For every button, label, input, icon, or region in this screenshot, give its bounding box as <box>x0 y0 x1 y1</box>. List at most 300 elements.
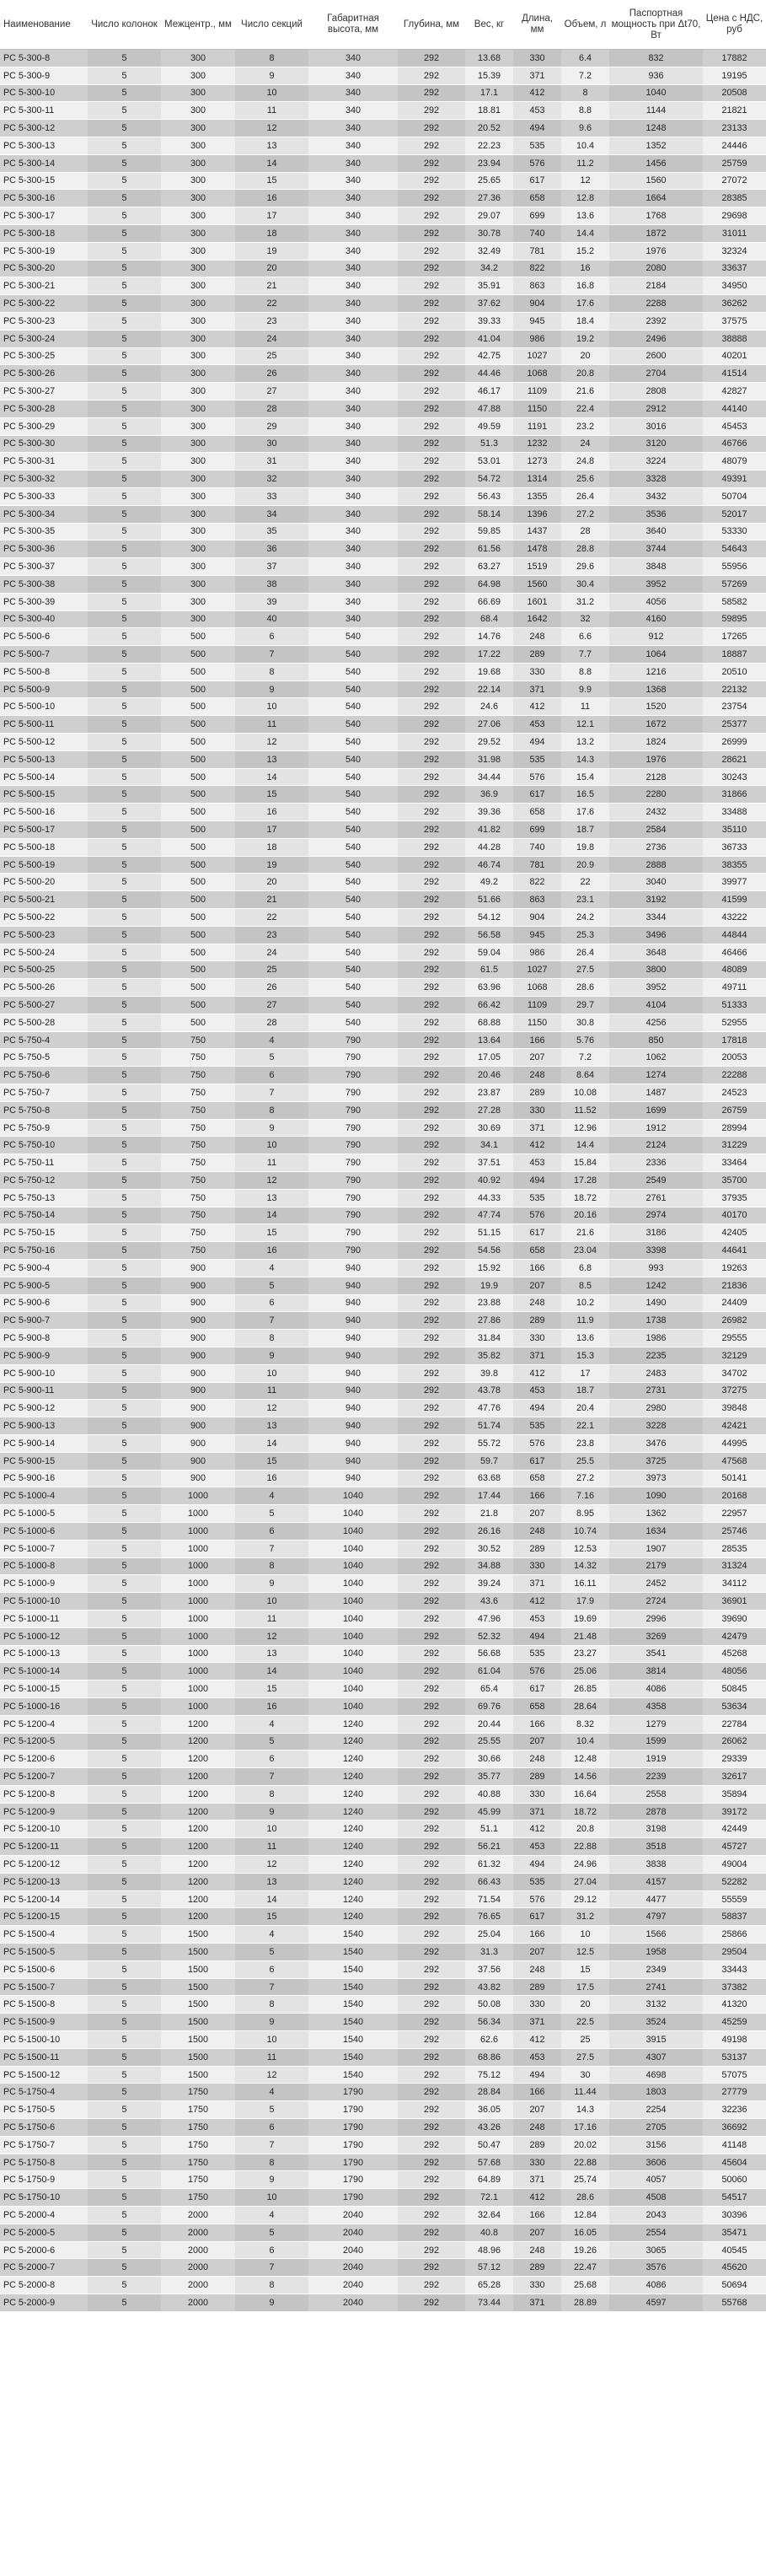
cell-sections: 17 <box>235 821 308 839</box>
table-row <box>0 1557 766 1575</box>
cell-price: 29339 <box>703 1750 766 1768</box>
cell-sections: 10 <box>235 2031 308 2049</box>
cell-center-distance: 500 <box>161 979 235 997</box>
cell-price: 31324 <box>703 1557 766 1575</box>
cell-length: 617 <box>513 172 561 190</box>
cell-height: 1240 <box>308 1768 398 1786</box>
cell-volume: 10.2 <box>561 1294 609 1312</box>
cell-center-distance: 300 <box>161 102 235 120</box>
cell-height: 1040 <box>308 1663 398 1681</box>
cell-columns: 5 <box>88 804 161 821</box>
cell-weight: 56.43 <box>465 487 513 505</box>
cell-sections: 10 <box>235 1820 308 1838</box>
cell-center-distance: 900 <box>161 1294 235 1312</box>
cell-power: 2452 <box>609 1575 703 1593</box>
cell-sections: 36 <box>235 540 308 558</box>
table-row <box>0 838 766 856</box>
cell-sections: 14 <box>235 1890 308 1908</box>
cell-depth: 292 <box>398 1610 465 1627</box>
cell-length: 1232 <box>513 435 561 453</box>
cell-depth: 292 <box>398 207 465 225</box>
cell-price: 52282 <box>703 1873 766 1890</box>
cell-weight: 47.76 <box>465 1400 513 1417</box>
cell-volume: 11 <box>561 698 609 716</box>
cell-length: 740 <box>513 838 561 856</box>
cell-height: 1240 <box>308 1838 398 1856</box>
cell-center-distance: 2000 <box>161 2277 235 2294</box>
cell-center-distance: 1000 <box>161 1575 235 1593</box>
cell-weight: 23.94 <box>465 154 513 172</box>
cell-weight: 56.58 <box>465 926 513 944</box>
cell-length: 617 <box>513 1681 561 1698</box>
cell-height: 1240 <box>308 1856 398 1874</box>
cell-weight: 13.64 <box>465 1031 513 1049</box>
cell-sections: 23 <box>235 312 308 330</box>
cell-volume: 5.76 <box>561 1031 609 1049</box>
table-row <box>0 277 766 295</box>
cell-height: 790 <box>308 1242 398 1260</box>
cell-length: 1478 <box>513 540 561 558</box>
cell-height: 940 <box>308 1400 398 1417</box>
cell-depth: 292 <box>398 2294 465 2312</box>
cell-height: 940 <box>308 1470 398 1487</box>
cell-name: РС 5-500-13 <box>0 750 88 768</box>
cell-columns: 5 <box>88 768 161 786</box>
cell-name: РС 5-900-9 <box>0 1347 88 1364</box>
cell-sections: 12 <box>235 1400 308 1417</box>
cell-sections: 4 <box>235 1031 308 1049</box>
cell-center-distance: 1000 <box>161 1522 235 1540</box>
cell-height: 1040 <box>308 1557 398 1575</box>
cell-depth: 292 <box>398 224 465 242</box>
cell-name: РС 5-500-21 <box>0 891 88 909</box>
cell-weight: 22.14 <box>465 680 513 698</box>
table-row <box>0 1926 766 1944</box>
cell-length: 248 <box>513 1522 561 1540</box>
cell-weight: 63.68 <box>465 1470 513 1487</box>
table-row <box>0 1031 766 1049</box>
cell-power: 2235 <box>609 1347 703 1364</box>
cell-height: 1040 <box>308 1610 398 1627</box>
cell-length: 248 <box>513 628 561 646</box>
cell-height: 1240 <box>308 1715 398 1733</box>
cell-depth: 292 <box>398 1364 465 1382</box>
cell-columns: 5 <box>88 891 161 909</box>
cell-columns: 5 <box>88 1207 161 1224</box>
cell-height: 1240 <box>308 1820 398 1838</box>
cell-weight: 66.69 <box>465 593 513 610</box>
cell-columns: 5 <box>88 1960 161 1978</box>
cell-height: 340 <box>308 505 398 523</box>
cell-weight: 19.9 <box>465 1277 513 1294</box>
cell-volume: 8.32 <box>561 1715 609 1733</box>
cell-sections: 24 <box>235 330 308 347</box>
cell-name: РС 5-300-8 <box>0 50 88 67</box>
cell-columns: 5 <box>88 471 161 488</box>
cell-power: 2741 <box>609 1978 703 1996</box>
cell-price: 25866 <box>703 1926 766 1944</box>
cell-sections: 23 <box>235 926 308 944</box>
cell-center-distance: 300 <box>161 137 235 154</box>
cell-power: 2912 <box>609 400 703 417</box>
cell-center-distance: 1500 <box>161 1978 235 1996</box>
cell-weight: 17.1 <box>465 84 513 102</box>
cell-price: 51333 <box>703 997 766 1014</box>
cell-length: 289 <box>513 1084 561 1102</box>
cell-depth: 292 <box>398 1960 465 1978</box>
cell-length: 1355 <box>513 487 561 505</box>
cell-power: 2558 <box>609 1785 703 1803</box>
table-row <box>0 680 766 698</box>
cell-height: 1540 <box>308 1960 398 1978</box>
cell-depth: 292 <box>398 242 465 260</box>
cell-weight: 43.26 <box>465 2119 513 2137</box>
table-row <box>0 1259 766 1277</box>
cell-height: 2040 <box>308 2241 398 2259</box>
cell-volume: 6.4 <box>561 50 609 67</box>
cell-weight: 15.92 <box>465 1259 513 1277</box>
cell-depth: 292 <box>398 102 465 120</box>
cell-weight: 46.74 <box>465 856 513 874</box>
cell-columns: 5 <box>88 1137 161 1154</box>
cell-depth: 292 <box>398 2207 465 2224</box>
cell-height: 790 <box>308 1154 398 1172</box>
cell-length: 248 <box>513 1960 561 1978</box>
cell-volume: 12.53 <box>561 1540 609 1557</box>
cell-power: 3065 <box>609 2241 703 2259</box>
cell-height: 1040 <box>308 1593 398 1611</box>
cell-length: 207 <box>513 1505 561 1523</box>
cell-depth: 292 <box>398 1890 465 1908</box>
header-name: Наименование <box>0 0 88 50</box>
cell-center-distance: 300 <box>161 190 235 207</box>
cell-sections: 6 <box>235 1067 308 1084</box>
table-row <box>0 102 766 120</box>
cell-price: 32324 <box>703 242 766 260</box>
table-row <box>0 2294 766 2312</box>
cell-length: 330 <box>513 1330 561 1347</box>
cell-center-distance: 750 <box>161 1242 235 1260</box>
cell-center-distance: 750 <box>161 1172 235 1190</box>
cell-volume: 14.4 <box>561 224 609 242</box>
cell-name: РС 5-900-16 <box>0 1470 88 1487</box>
cell-height: 340 <box>308 471 398 488</box>
cell-columns: 5 <box>88 2207 161 2224</box>
cell-height: 540 <box>308 856 398 874</box>
cell-height: 540 <box>308 750 398 768</box>
cell-power: 2124 <box>609 1137 703 1154</box>
cell-price: 26062 <box>703 1733 766 1750</box>
cell-name: РС 5-1200-9 <box>0 1803 88 1820</box>
cell-length: 576 <box>513 1434 561 1452</box>
cell-depth: 292 <box>398 1434 465 1452</box>
cell-volume: 27.04 <box>561 1873 609 1890</box>
cell-power: 2974 <box>609 1207 703 1224</box>
table-row <box>0 1364 766 1382</box>
cell-height: 540 <box>308 804 398 821</box>
cell-price: 40201 <box>703 347 766 365</box>
cell-weight: 29.07 <box>465 207 513 225</box>
cell-columns: 5 <box>88 277 161 295</box>
cell-name: РС 5-1000-13 <box>0 1645 88 1663</box>
cell-weight: 40.92 <box>465 1172 513 1190</box>
cell-weight: 37.56 <box>465 1960 513 1978</box>
cell-weight: 43.6 <box>465 1593 513 1611</box>
cell-name: РС 5-500-6 <box>0 628 88 646</box>
cell-columns: 5 <box>88 1715 161 1733</box>
cell-name: РС 5-1500-10 <box>0 2031 88 2049</box>
cell-center-distance: 500 <box>161 961 235 979</box>
table-row <box>0 2048 766 2066</box>
cell-columns: 5 <box>88 997 161 1014</box>
cell-name: РС 5-300-18 <box>0 224 88 242</box>
cell-height: 340 <box>308 330 398 347</box>
cell-price: 49391 <box>703 471 766 488</box>
cell-name: РС 5-1750-5 <box>0 2101 88 2119</box>
cell-sections: 12 <box>235 1172 308 1190</box>
cell-columns: 5 <box>88 716 161 734</box>
cell-volume: 27.5 <box>561 961 609 979</box>
cell-price: 50845 <box>703 1681 766 1698</box>
cell-weight: 56.21 <box>465 1838 513 1856</box>
cell-price: 50694 <box>703 2277 766 2294</box>
table-row <box>0 1681 766 1698</box>
cell-length: 945 <box>513 926 561 944</box>
cell-weight: 58.14 <box>465 505 513 523</box>
cell-columns: 5 <box>88 505 161 523</box>
cell-center-distance: 300 <box>161 50 235 67</box>
cell-columns: 5 <box>88 102 161 120</box>
cell-sections: 10 <box>235 2189 308 2207</box>
cell-weight: 19.68 <box>465 663 513 680</box>
cell-depth: 292 <box>398 610 465 628</box>
cell-columns: 5 <box>88 2066 161 2084</box>
cell-price: 57075 <box>703 2066 766 2084</box>
cell-sections: 8 <box>235 50 308 67</box>
cell-price: 24409 <box>703 1294 766 1312</box>
cell-center-distance: 1200 <box>161 1856 235 1874</box>
cell-length: 371 <box>513 1347 561 1364</box>
cell-columns: 5 <box>88 365 161 383</box>
cell-price: 18887 <box>703 646 766 664</box>
cell-height: 1040 <box>308 1505 398 1523</box>
cell-volume: 15.2 <box>561 242 609 260</box>
cell-center-distance: 300 <box>161 593 235 610</box>
cell-center-distance: 1750 <box>161 2101 235 2119</box>
cell-power: 1912 <box>609 1119 703 1137</box>
cell-power: 2043 <box>609 2207 703 2224</box>
cell-columns: 5 <box>88 1084 161 1102</box>
cell-price: 30396 <box>703 2207 766 2224</box>
cell-height: 540 <box>308 821 398 839</box>
cell-weight: 40.88 <box>465 1785 513 1803</box>
cell-columns: 5 <box>88 1856 161 1874</box>
cell-sections: 4 <box>235 1487 308 1505</box>
cell-name: РС 5-500-17 <box>0 821 88 839</box>
cell-volume: 24.8 <box>561 453 609 471</box>
cell-sections: 9 <box>235 67 308 84</box>
cell-sections: 9 <box>235 2014 308 2031</box>
table-row <box>0 1645 766 1663</box>
cell-price: 17818 <box>703 1031 766 1049</box>
cell-sections: 39 <box>235 593 308 610</box>
cell-volume: 11.44 <box>561 2084 609 2101</box>
cell-weight: 44.28 <box>465 838 513 856</box>
cell-weight: 61.56 <box>465 540 513 558</box>
cell-price: 29555 <box>703 1330 766 1347</box>
cell-power: 4256 <box>609 1014 703 1031</box>
cell-sections: 15 <box>235 1681 308 1698</box>
cell-power: 4698 <box>609 2066 703 2084</box>
cell-center-distance: 300 <box>161 505 235 523</box>
cell-length: 576 <box>513 154 561 172</box>
cell-name: РС 5-900-6 <box>0 1294 88 1312</box>
cell-columns: 5 <box>88 1944 161 1961</box>
cell-depth: 292 <box>398 926 465 944</box>
cell-length: 371 <box>513 1119 561 1137</box>
cell-height: 790 <box>308 1207 398 1224</box>
cell-price: 34702 <box>703 1364 766 1382</box>
cell-volume: 19.26 <box>561 2241 609 2259</box>
cell-name: РС 5-1000-5 <box>0 1505 88 1523</box>
cell-depth: 292 <box>398 786 465 804</box>
cell-volume: 17.5 <box>561 1978 609 1996</box>
cell-center-distance: 500 <box>161 786 235 804</box>
cell-weight: 34.2 <box>465 260 513 277</box>
cell-height: 1040 <box>308 1681 398 1698</box>
cell-center-distance: 300 <box>161 67 235 84</box>
table-row <box>0 487 766 505</box>
cell-center-distance: 300 <box>161 558 235 576</box>
cell-power: 1487 <box>609 1084 703 1102</box>
cell-length: 412 <box>513 1137 561 1154</box>
cell-length: 576 <box>513 1890 561 1908</box>
cell-center-distance: 300 <box>161 295 235 313</box>
cell-volume: 25.74 <box>561 2171 609 2189</box>
cell-height: 340 <box>308 102 398 120</box>
cell-center-distance: 1500 <box>161 2014 235 2031</box>
cell-power: 1279 <box>609 1715 703 1733</box>
cell-power: 3606 <box>609 2154 703 2171</box>
cell-price: 52017 <box>703 505 766 523</box>
cell-height: 540 <box>308 768 398 786</box>
cell-depth: 292 <box>398 1067 465 1084</box>
cell-sections: 18 <box>235 224 308 242</box>
cell-volume: 16.8 <box>561 277 609 295</box>
cell-weight: 65.28 <box>465 2277 513 2294</box>
header-power: Паспортная мощность при Δt70, Вт <box>609 0 703 50</box>
cell-power: 1986 <box>609 1330 703 1347</box>
table-row <box>0 2277 766 2294</box>
table-row <box>0 1540 766 1557</box>
cell-columns: 5 <box>88 1470 161 1487</box>
cell-length: 207 <box>513 1944 561 1961</box>
cell-depth: 292 <box>398 2084 465 2101</box>
cell-name: РС 5-300-21 <box>0 277 88 295</box>
cell-weight: 47.88 <box>465 400 513 417</box>
cell-center-distance: 2000 <box>161 2207 235 2224</box>
cell-height: 1040 <box>308 1522 398 1540</box>
table-row <box>0 84 766 102</box>
cell-price: 37935 <box>703 1189 766 1207</box>
cell-price: 32617 <box>703 1768 766 1786</box>
cell-sections: 9 <box>235 1803 308 1820</box>
cell-price: 39848 <box>703 1400 766 1417</box>
cell-center-distance: 1000 <box>161 1557 235 1575</box>
cell-length: 289 <box>513 2136 561 2154</box>
cell-price: 50141 <box>703 1470 766 1487</box>
cell-height: 340 <box>308 417 398 435</box>
cell-center-distance: 900 <box>161 1312 235 1330</box>
cell-weight: 14.76 <box>465 628 513 646</box>
header-center-distance: Межцентр., мм <box>161 0 235 50</box>
cell-weight: 15.39 <box>465 67 513 84</box>
cell-power: 3838 <box>609 1856 703 1874</box>
table-row <box>0 1067 766 1084</box>
cell-volume: 20.8 <box>561 365 609 383</box>
cell-depth: 292 <box>398 1681 465 1698</box>
header-price: Цена с НДС, руб <box>703 0 766 50</box>
cell-depth: 292 <box>398 435 465 453</box>
cell-height: 790 <box>308 1172 398 1190</box>
cell-price: 44140 <box>703 400 766 417</box>
cell-length: 494 <box>513 734 561 751</box>
cell-center-distance: 750 <box>161 1137 235 1154</box>
cell-columns: 5 <box>88 2189 161 2207</box>
table-row <box>0 1996 766 2014</box>
cell-center-distance: 1200 <box>161 1890 235 1908</box>
cell-volume: 10.4 <box>561 137 609 154</box>
cell-length: 822 <box>513 260 561 277</box>
cell-center-distance: 1000 <box>161 1540 235 1557</box>
cell-sections: 34 <box>235 505 308 523</box>
cell-name: РС 5-1500-11 <box>0 2048 88 2066</box>
cell-weight: 50.47 <box>465 2136 513 2154</box>
cell-height: 940 <box>308 1452 398 1470</box>
cell-name: РС 5-500-18 <box>0 838 88 856</box>
cell-power: 1976 <box>609 750 703 768</box>
cell-name: РС 5-500-28 <box>0 1014 88 1031</box>
cell-name: РС 5-300-30 <box>0 435 88 453</box>
cell-power: 1599 <box>609 1733 703 1750</box>
cell-power: 4056 <box>609 593 703 610</box>
cell-name: РС 5-1200-8 <box>0 1785 88 1803</box>
cell-power: 3524 <box>609 2014 703 2031</box>
cell-price: 46466 <box>703 944 766 961</box>
cell-center-distance: 300 <box>161 347 235 365</box>
cell-center-distance: 500 <box>161 768 235 786</box>
table-row <box>0 383 766 401</box>
table-row <box>0 2119 766 2137</box>
cell-volume: 20 <box>561 347 609 365</box>
cell-height: 340 <box>308 610 398 628</box>
cell-height: 1790 <box>308 2119 398 2137</box>
cell-weight: 57.12 <box>465 2259 513 2277</box>
cell-depth: 292 <box>398 2241 465 2259</box>
cell-columns: 5 <box>88 50 161 67</box>
cell-sections: 13 <box>235 750 308 768</box>
cell-power: 3132 <box>609 1996 703 2014</box>
cell-length: 1314 <box>513 471 561 488</box>
cell-center-distance: 300 <box>161 435 235 453</box>
cell-weight: 62.6 <box>465 2031 513 2049</box>
cell-volume: 13.6 <box>561 207 609 225</box>
table-row <box>0 2066 766 2084</box>
cell-weight: 54.72 <box>465 471 513 488</box>
cell-length: 1560 <box>513 575 561 593</box>
cell-power: 2349 <box>609 1960 703 1978</box>
cell-height: 940 <box>308 1364 398 1382</box>
